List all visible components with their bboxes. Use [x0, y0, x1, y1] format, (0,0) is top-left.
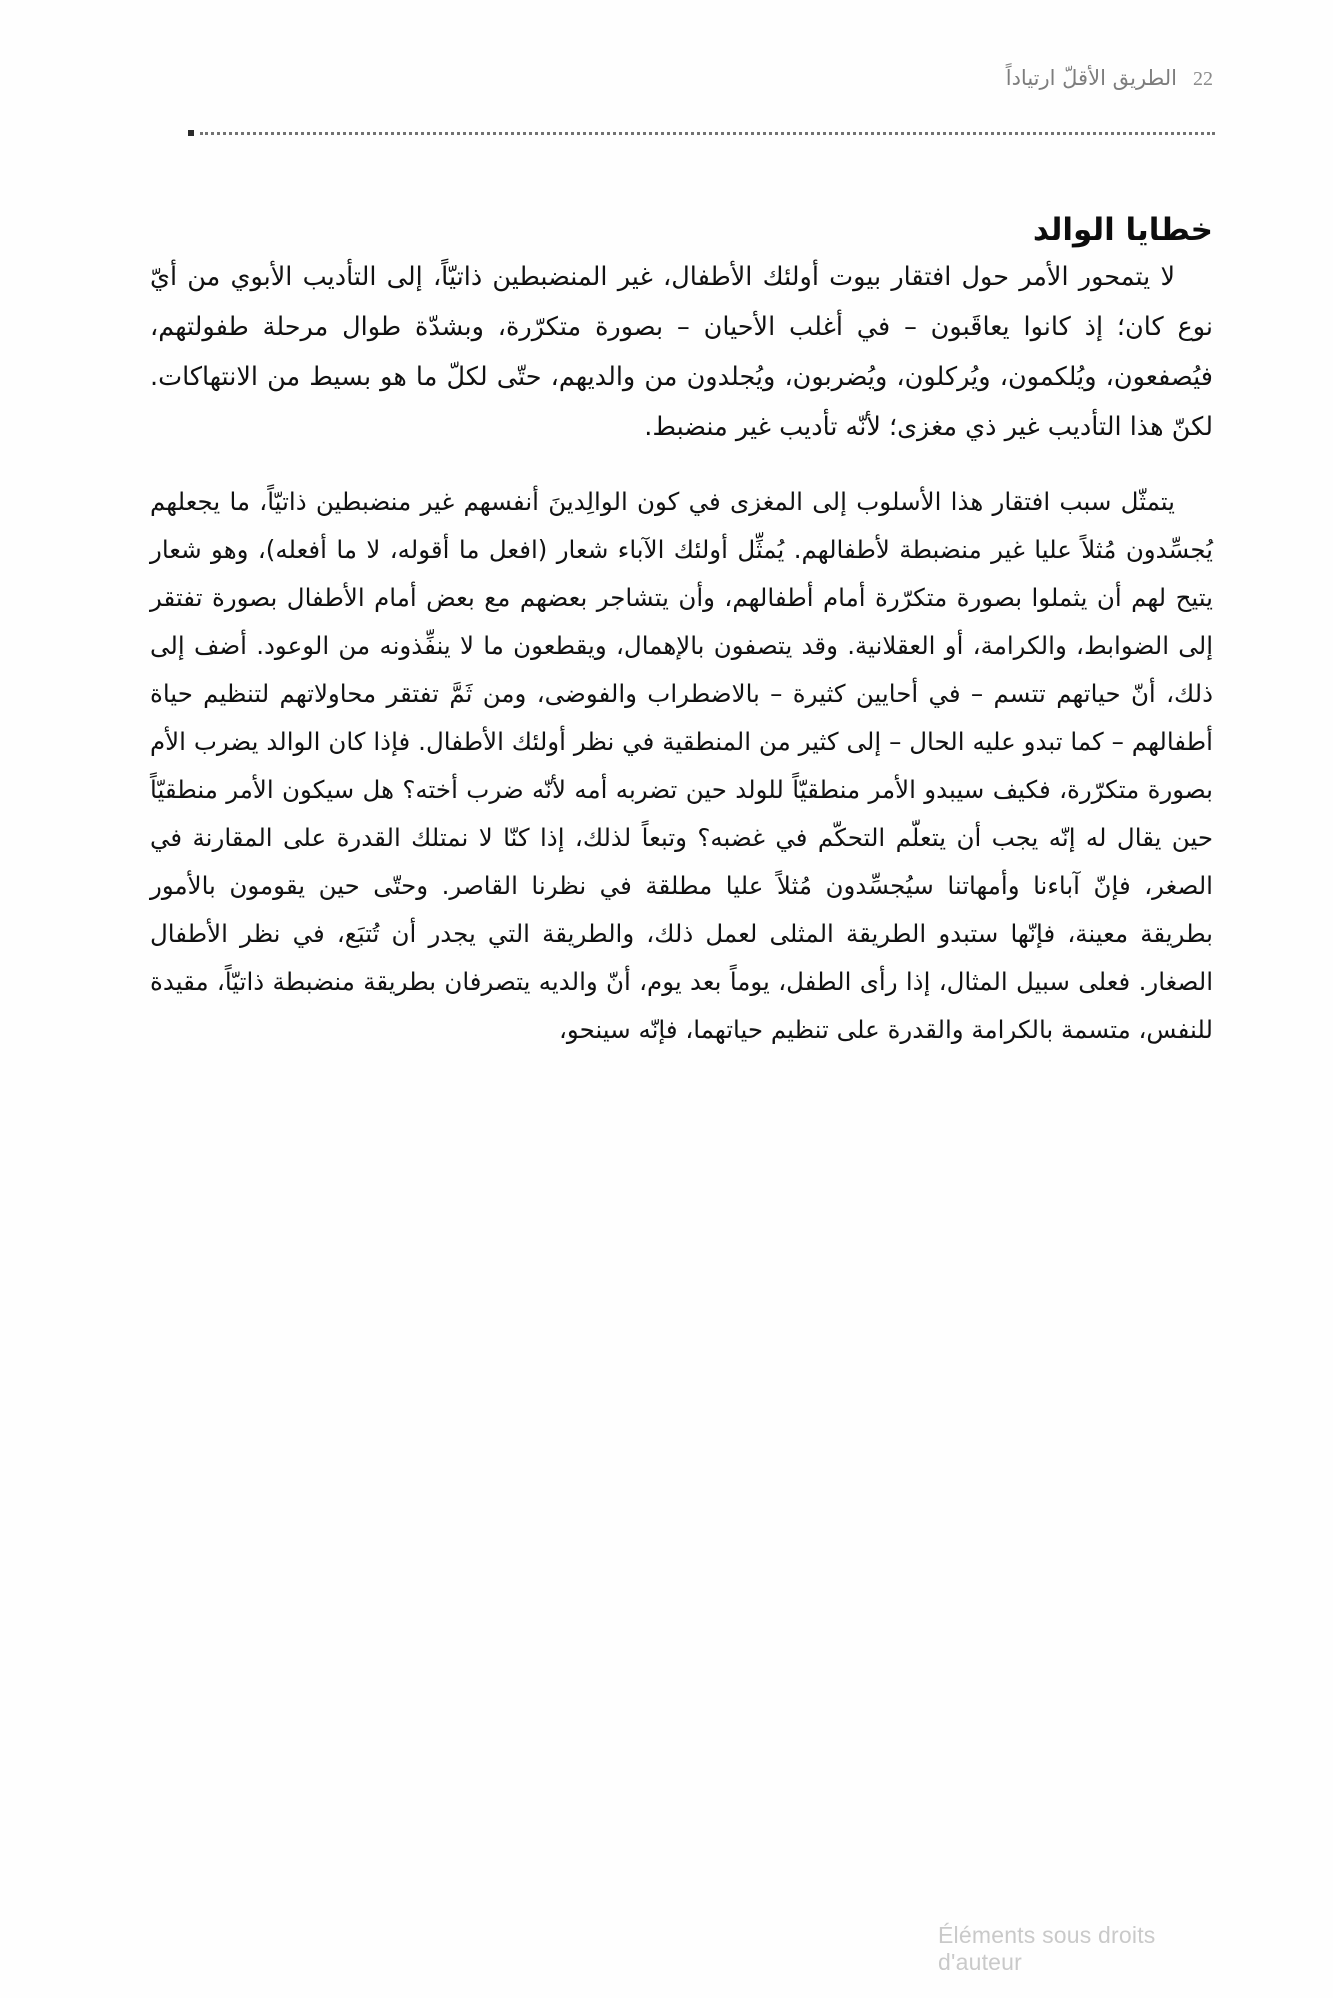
paragraph: لا يتمحور الأمر حول افتقار بيوت أولئك الأطفال، غير المنضبطين ذاتيّاً، إلى التأديب الأبوي من أيّ نوع كان؛ إذ كانوا يعاقَبون – في أغلب الأحيان – بصورة متكرّرة، وبشدّة طوال مرحلة طفولتهم، فيُصفعون، ويُلكمون، ويُركلون، ويُضربون، ويُجلدون من والديهم، حتّى لكلّ ما هو بسيط من الانتهاكات. لكنّ هذا التأديب غير ذي مغزى؛ لأنّه تأديب غير منضبط.: [150, 262, 1213, 442]
running-header: [190, 66, 1213, 100]
header-page-number: 22: [1193, 68, 1213, 90]
header-divider: [188, 126, 1215, 140]
paragraph: يتمثّل سبب افتقار هذا الأسلوب إلى المغزى في كون الوالِدينَ أنفسهم غير منضبطين ذاتيّاً، ما يجعلهم يُجسِّدون مُثلاً عليا غير منضبطة لأطفالهم. يُمثِّل أولئك الآباء شعار (افعل ما أقوله، لا ما أفعله)، وهو شعار يتيح لهم أن يثملوا بصورة متكرّرة أمام أطفالهم، وأن يتشاجر بعضهم مع بعض أمام الأطفال بصورة تفتقر إلى الضوابط، والكرامة، أو العقلانية. وقد يتصفون بالإهمال، ويقطعون ما لا ينفِّذونه من الوعود. أضف إلى ذلك، أنّ حياتهم تتسم – في أحايين كثيرة – بالاضطراب والفوضى، ومن ثَمَّ تفتقر محاولاتهم لتنظيم حياة أطفالهم – كما تبدو عليه الحال – إلى كثير من المنطقية في نظر أولئك الأطفال. فإذا كان الوالد يضرب الأم بصورة متكرّرة، فكيف سيبدو الأمر منطقيّاً للولد حين تضربه أمه لأنّه ضرب أخته؟ هل سيكون الأمر منطقيّاً حين يقال له إنّه يجب أن يتعلّم التحكّم في غضبه؟ وتبعاً لذلك، إذا كنّا لا نمتلك القدرة على المقارنة في الصغر، فإنّ آباءنا وأمهاتنا سيُجسِّدون مُثلاً عليا مطلقة في نظرنا القاصر. وحتّى حين يقومون بالأمور بطريقة معينة، فإنّها ستبدو الطريقة المثلى لعمل ذلك، والطريقة التي يجدر أن تُتبَع، في نظر الأطفال الصغار. فعلى سبيل المثال، إذا رأى الطفل، يوماً بعد يوم، أنّ والديه يتصرفان بطريقة منضبطة ذاتيّاً، مقيدة للنفس، متسمة بالكرامة والقدرة على تنظيم حياتهما، فإنّه سينحو،: [150, 487, 1213, 1044]
header-book-title: الطريق الأقلّ ارتياداً: [1005, 66, 1177, 90]
section-heading: خطايا الوالد: [1032, 211, 1213, 248]
body-text-column: [150, 252, 1213, 1054]
divider-square-marker: [188, 130, 194, 136]
copyright-notice: Éléments sous droits d'auteur: [938, 1922, 1156, 1975]
divider-dotted-line: [200, 132, 1215, 135]
footer-watermark: [0, 1922, 1237, 1976]
